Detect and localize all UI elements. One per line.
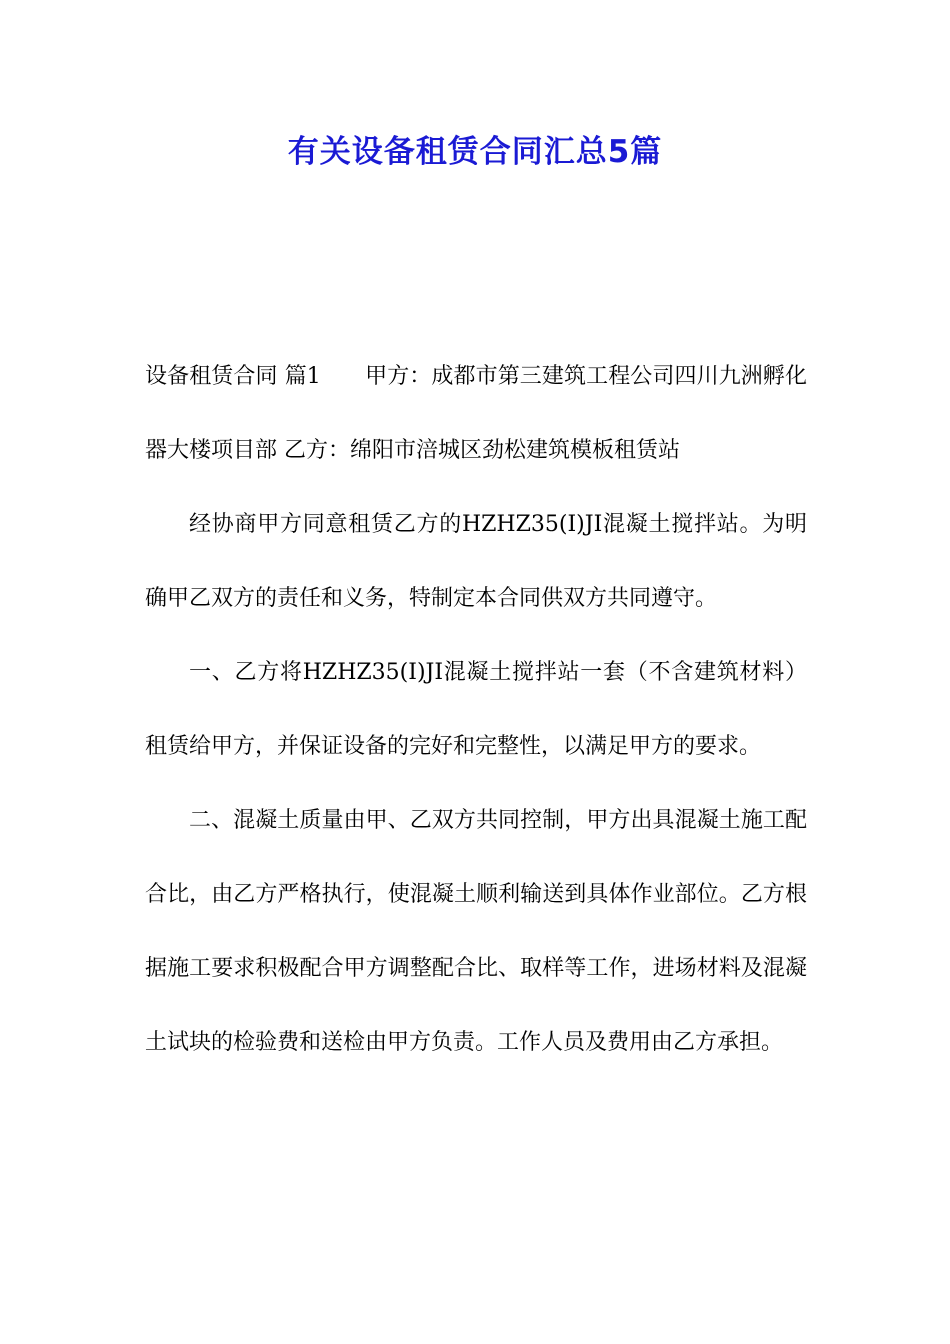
paragraph-intro: 经协商甲方同意租赁乙方的HZHZ35(I)JI混凝土搅拌站。为明确甲乙双方的责任和义务，特制定本合同供双方共同遵守。	[145, 512, 807, 611]
paragraph-header: 设备租赁合同 篇1 甲方：成都市第三建筑工程公司四川九洲孵化器大楼项目部 乙方：绵阳市涪城区劲松建筑模板租赁站	[145, 364, 807, 463]
paragraph-clause-1: 一、乙方将HZHZ35(I)JI混凝土搅拌站一套（不含建筑材料）租赁给甲方，并保证设备的完好和完整性，以满足甲方的要求。	[145, 660, 807, 759]
document-body	[145, 340, 807, 1080]
document-title: 有关设备租赁合同汇总5篇	[287, 134, 663, 170]
paragraph-clause-2: 二、混凝土质量由甲、乙双方共同控制，甲方出具混凝土施工配合比，由乙方严格执行，使混凝土顺利输送到具体作业部位。乙方根据施工要求积极配合甲方调整配合比、取样等工作，进场材料及混凝土试块的检验费和送检由甲方负责。工作人员及费用由乙方承担。	[145, 808, 807, 1055]
